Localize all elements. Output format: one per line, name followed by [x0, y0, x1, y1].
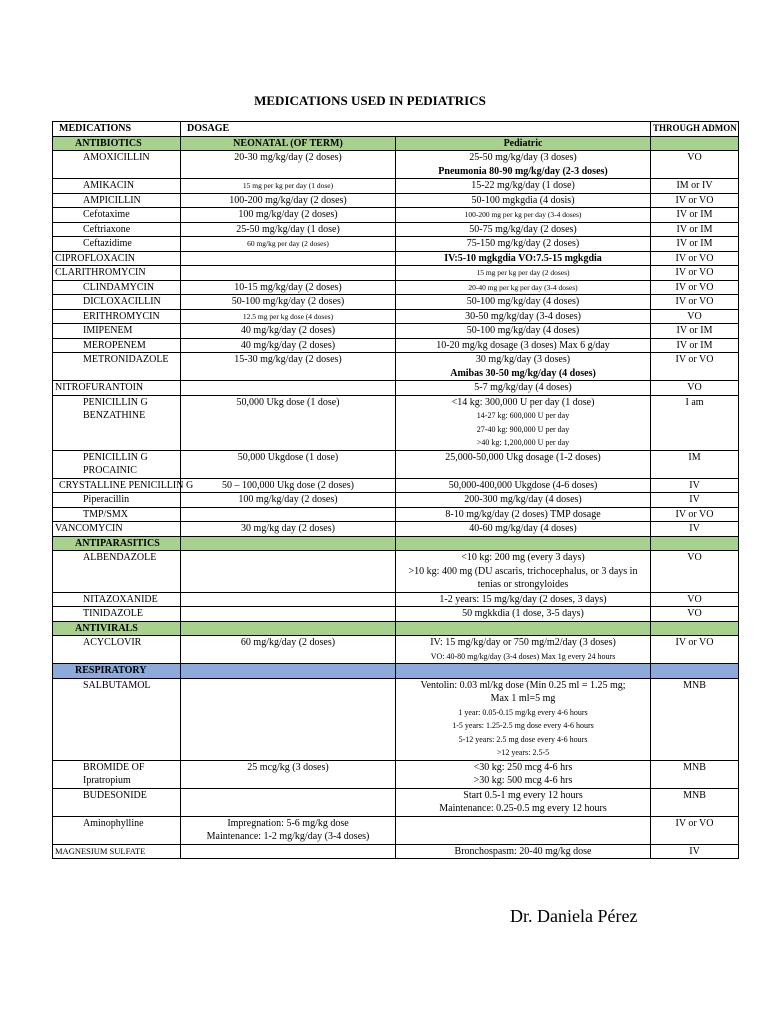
text-line: 50-100 mg/kg/day (4 doses): [466, 296, 580, 307]
neonatal-dose: [181, 551, 396, 593]
neonatal-dose: [181, 193, 396, 208]
text-line: IV: 15 mg/kg/day or 750 mg/m2/day (3 doses): [430, 637, 616, 648]
medication-name: [53, 222, 181, 237]
pediatric-dose: [396, 395, 651, 450]
text-line: 15-22 mg/kg/day (1 dose): [471, 180, 575, 191]
pediatric-dose: [396, 478, 651, 493]
text-line: tenias or strongyloides: [477, 579, 569, 590]
route: [651, 338, 739, 353]
table-row: [53, 478, 739, 493]
pediatric-dose: [396, 381, 651, 396]
table-row: [53, 507, 739, 522]
text-line: IM or IV: [676, 180, 713, 191]
route: [651, 493, 739, 508]
text-line: Ipratropium: [83, 775, 131, 786]
text-line: 1-2 years: 15 mg/kg/day (2 doses, 3 days): [439, 593, 607, 605]
text-line: 25-50 mg/kg/day (1 dose): [236, 223, 340, 235]
text-line: IV or VO: [675, 281, 714, 293]
medication-name: [53, 522, 181, 537]
pediatric-header: Pediatric: [396, 136, 651, 151]
neonatal-dose: [181, 592, 396, 607]
table-row: [53, 151, 739, 179]
table-row: [53, 395, 739, 450]
text-line: <30 kg: 250 mcg 4-6 hrs: [473, 761, 573, 773]
text-line: BUDESONIDE: [83, 789, 147, 801]
text-line: VO: [687, 552, 702, 563]
pediatric-dose: [396, 237, 651, 252]
text-line: Maintenance: 1-2 mg/kg/day (3-4 doses): [206, 831, 370, 842]
route: [651, 478, 739, 493]
text-line: IV: [689, 845, 700, 857]
text-line: IV or IM: [676, 325, 713, 336]
text-line: METRONIDAZOLE: [83, 354, 169, 365]
route: [651, 179, 739, 194]
route: [651, 607, 739, 622]
text-line: 50 mgkkdia (1 dose, 3-5 days): [462, 608, 584, 619]
text-line: MAGNESIUM SULFATE: [55, 845, 146, 856]
text-line: IV or VO: [675, 354, 714, 365]
text-line: BENZATHINE: [83, 410, 146, 421]
text-line: 40-60 mg/kg/day (4 doses): [469, 523, 577, 534]
text-line: 10-15 mg/kg/day (2 doses): [234, 281, 342, 293]
medications-table: [52, 121, 739, 859]
text-line: TINIDAZOLE: [83, 608, 143, 619]
text-line: 30 mg/kg day (2 doses): [241, 523, 335, 534]
text-line: Bronchospasm: 20-40 mg/kg dose: [454, 845, 592, 857]
text-line: 8-10 mg/kg/day (2 doses) TMP dosage: [445, 508, 601, 520]
text-line: >10 kg: 400 mg (DU ascaris, trichocephalus, or 3 days in: [408, 565, 638, 577]
medication-name: [53, 636, 181, 664]
pediatric-dose: [396, 338, 651, 353]
text-line: NITAZOXANIDE: [83, 593, 158, 605]
text-line: VANCOMYCIN: [55, 523, 123, 534]
text-line: Pneumonia 80-90 mg/kg/day (2-3 doses): [438, 165, 608, 177]
neonatal-dose: [181, 222, 396, 237]
medication-name: [53, 381, 181, 396]
table-row: [53, 280, 739, 295]
text-line: <14 kg: 300,000 U per day (1 dose): [451, 396, 595, 408]
text-line: VO: 40-80 mg/kg/day (3-4 doses) Max 1g every 24 hours: [430, 651, 616, 661]
medication-name: [53, 151, 181, 179]
text-line: IV: [689, 494, 700, 505]
pediatric-dose: [396, 353, 651, 381]
route: [651, 208, 739, 223]
table-row: [53, 251, 739, 266]
text-line: IV or VO: [675, 194, 714, 206]
text-line: MNB: [683, 761, 706, 773]
neonatal-dose: [181, 395, 396, 450]
pediatric-dose: [396, 788, 651, 816]
text-line: I am: [685, 396, 704, 408]
medication-name: [53, 478, 194, 493]
text-line: VO: [687, 382, 702, 393]
table-row: [53, 353, 739, 381]
text-line: IV:5-10 mgkgdia VO:7.5-15 mgkgdia: [444, 252, 602, 264]
neonatal-dose: [181, 507, 396, 522]
text-line: VO: [687, 593, 702, 605]
medication-name: [53, 607, 181, 622]
text-line: 20-30 mg/kg/day (2 doses): [234, 152, 342, 163]
text-line: IV: [689, 479, 700, 491]
route: [651, 592, 739, 607]
table-row: [53, 493, 739, 508]
text-line: IV or IM: [676, 223, 713, 235]
table-row: [53, 788, 739, 816]
table-row: [53, 522, 739, 537]
neonatal-dose: [181, 478, 396, 493]
neonatal-dose: [181, 760, 396, 788]
text-line: BROMIDE OF: [83, 761, 145, 773]
pediatric-dose: [396, 816, 651, 844]
pediatric-dose: [396, 280, 651, 295]
table-row: [53, 381, 739, 396]
route: [651, 507, 739, 522]
text-line: PENICILLIN G: [83, 451, 148, 463]
text-line: Aminophylline: [83, 817, 144, 829]
text-line: PROCAINIC: [83, 465, 137, 476]
text-line: VO: [687, 152, 702, 163]
neonatal-dose: [181, 636, 396, 664]
table-row: [53, 816, 739, 844]
medication-name: [53, 395, 181, 450]
text-line: 20-40 mg per kg per day (3-4 doses): [468, 282, 578, 292]
text-line: 50-100 mgkgdia (4 dosis): [471, 194, 575, 206]
text-line: TMP/SMX: [83, 508, 129, 520]
neonatal-dose: [181, 522, 396, 537]
route: [651, 844, 739, 859]
pediatric-dose: [396, 592, 651, 607]
pediatric-dose: [396, 151, 651, 179]
text-line: VO: [687, 310, 702, 322]
text-line: 50 – 100,000 Ukg dose (2 doses): [222, 479, 354, 491]
text-line: IMIPENEM: [83, 325, 133, 336]
pediatric-dose: [396, 507, 651, 522]
text-line: 25-50 mg/kg/day (3 doses): [469, 152, 577, 163]
text-line: Ventolin: 0.03 ml/kg dose (Min 0.25 ml = 1.25 mg;: [420, 679, 626, 691]
medication-name: [53, 592, 181, 607]
table-row: [53, 551, 739, 593]
table-row: [53, 222, 739, 237]
text-line: IV or IM: [676, 209, 713, 220]
table-row: [53, 338, 739, 353]
neonatal-dose: [181, 295, 396, 310]
section-respiratory: [53, 664, 739, 679]
medication-name: [53, 237, 181, 252]
text-line: PENICILLIN G: [83, 396, 148, 408]
text-line: 15 mg per kg per day (1 dose): [242, 181, 334, 190]
header-dosage: DOSAGE: [181, 122, 651, 137]
document-title: MEDICATIONS USED IN PEDIATRICS: [254, 93, 486, 108]
neonatal-dose: [181, 280, 396, 295]
text-line: CIPROFLOXACIN: [55, 252, 136, 264]
route: [651, 237, 739, 252]
table-row: [53, 179, 739, 194]
text-line: 100 mg/kg/day (2 doses): [238, 494, 338, 505]
text-line: IV or IM: [676, 238, 713, 249]
pediatric-dose: [396, 222, 651, 237]
text-line: 30 mg/kg/day (3 doses): [475, 354, 571, 365]
pediatric-dose: [396, 760, 651, 788]
text-line: VO: [687, 608, 702, 619]
table-row: [53, 237, 739, 252]
text-line: CLINDAMYCIN: [83, 281, 155, 293]
route: [651, 760, 739, 788]
pediatric-dose: [396, 450, 651, 478]
text-line: ACYCLOVIR: [83, 637, 142, 648]
text-line: CLARITHROMYCIN: [55, 267, 146, 278]
pediatric-dose: [396, 844, 651, 859]
text-line: 12.5 mg per kg dose (4 doses): [242, 311, 334, 321]
neonatal-dose: [181, 338, 396, 353]
text-line: IV or VO: [675, 252, 714, 264]
route: [651, 251, 739, 266]
text-line: IV: [689, 523, 700, 534]
signature: Dr. Daniela Pérez: [510, 906, 638, 926]
text-line: ALBENDAZOLE: [83, 552, 157, 563]
table-row: [53, 636, 739, 664]
medication-name: [53, 788, 181, 816]
text-line: NITROFURANTOIN: [55, 382, 144, 393]
route: [651, 151, 739, 179]
pediatric-dose: [396, 324, 651, 339]
medication-name: [53, 678, 181, 760]
medication-name: [53, 193, 181, 208]
section-antibiotics: [53, 136, 739, 151]
route: [651, 636, 739, 664]
section-title: RESPIRATORY: [53, 664, 181, 679]
table-row: [53, 324, 739, 339]
header-route: THROUGH ADMON: [651, 122, 739, 137]
neonatal-dose: [181, 816, 396, 844]
neonatal-dose: [181, 788, 396, 816]
text-line: IV or IM: [676, 339, 713, 351]
neonatal-dose: [181, 324, 396, 339]
text-line: >12 years: 2.5-5: [496, 748, 550, 757]
pediatric-dose: [396, 522, 651, 537]
route: [651, 381, 739, 396]
text-line: 1-5 years: 1.25-2.5 mg dose every 4-6 hours: [452, 721, 594, 730]
pediatric-dose: [396, 295, 651, 310]
route: [651, 266, 739, 281]
text-line: Ceftazidime: [83, 238, 132, 249]
text-line: Start 0.5-1 mg every 12 hours: [463, 789, 583, 801]
medication-name: [53, 324, 181, 339]
table-row: [53, 592, 739, 607]
table-row: [53, 844, 739, 859]
text-line: IV or VO: [675, 817, 714, 829]
text-line: IV or VO: [675, 296, 714, 307]
text-line: 60 mg/kg/day (2 doses): [240, 637, 336, 648]
text-line: Ceftriaxone: [83, 223, 131, 235]
text-line: 50,000 Ukgdose (1 dose): [237, 451, 339, 463]
text-line: AMPICILLIN: [83, 194, 141, 206]
table-row: [53, 760, 739, 788]
text-line: MEROPENEM: [83, 339, 146, 351]
medication-name: [53, 251, 181, 266]
text-line: 25,000-50,000 Ukg dosage (1-2 doses): [445, 451, 601, 463]
text-line: 40 mg/kg/day (2 doses): [240, 339, 336, 351]
pediatric-dose: [396, 193, 651, 208]
neonatal-dose: [181, 353, 396, 381]
medication-name: [53, 295, 181, 310]
table-row: [53, 607, 739, 622]
neonatal-dose: [181, 266, 396, 281]
neonatal-dose: [181, 493, 396, 508]
pediatric-dose: [396, 179, 651, 194]
neonatal-dose: [181, 208, 396, 223]
text-line: IM: [688, 451, 701, 463]
neonatal-dose: [181, 381, 396, 396]
text-line: >30 kg: 500 mcg 4-6 hrs: [473, 775, 573, 786]
table-row: [53, 309, 739, 324]
text-line: Maintenance: 0.25-0.5 mg every 12 hours: [439, 803, 607, 814]
text-line: 27-40 kg: 900,000 U per day: [476, 424, 570, 434]
table-row: [53, 193, 739, 208]
medication-name: [53, 450, 181, 478]
text-line: 5-7 mg/kg/day (4 doses): [474, 382, 572, 393]
medication-name: [53, 816, 181, 844]
route: [651, 450, 739, 478]
text-line: 50-75 mg/kg/day (2 doses): [469, 223, 577, 235]
neonatal-dose: [181, 678, 396, 760]
header-medications: MEDICATIONS: [53, 122, 181, 137]
neonatal-dose: [181, 607, 396, 622]
text-line: 15-30 mg/kg/day (2 doses): [234, 354, 342, 365]
medication-name: [53, 208, 181, 223]
route: [651, 353, 739, 381]
pediatric-dose: [396, 493, 651, 508]
medication-name: [53, 266, 181, 281]
medication-name: [53, 280, 181, 295]
neonatal-dose: [181, 309, 396, 324]
text-line: 100 mg/kg/day (2 doses): [238, 209, 338, 220]
route: [651, 522, 739, 537]
text-line: 75-150 mg/kg/day (2 doses): [466, 238, 580, 249]
text-line: Piperacillin: [83, 494, 130, 505]
table-row: [53, 266, 739, 281]
text-line: 50,000-400,000 Ukgdose (4-6 doses): [448, 479, 598, 491]
route: [651, 816, 739, 844]
text-line: Impregnation: 5-6 mg/kg dose: [227, 817, 349, 829]
text-line: 10-20 mg/kg dosage (3 doses) Max 6 g/day: [436, 339, 610, 351]
text-line: Cefotaxime: [83, 209, 130, 220]
text-line: MNB: [683, 789, 706, 801]
text-line: ERITHROMYCIN: [83, 310, 160, 322]
section-antiparasitics: [53, 536, 739, 551]
route: [651, 324, 739, 339]
table-row: [53, 208, 739, 223]
section-title: ANTIBIOTICS: [53, 136, 181, 151]
medication-name: [53, 179, 181, 194]
text-line: IV or VO: [675, 637, 714, 648]
table-header-row: [53, 122, 739, 137]
text-line: AMIKACIN: [83, 180, 135, 191]
route: [651, 280, 739, 295]
neonatal-dose: [181, 844, 396, 859]
text-line: 15 mg per kg per day (2 doses): [476, 268, 570, 277]
text-line: Max 1 ml=5 mg: [490, 693, 556, 704]
table-row: [53, 450, 739, 478]
text-line: 200-300 mg/kg/day (4 doses): [464, 494, 582, 505]
text-line: 50,000 Ukg dose (1 dose): [236, 396, 340, 408]
text-line: 50-100 mg/kg/day (4 doses): [466, 325, 580, 336]
pediatric-dose: [396, 251, 651, 266]
text-line: 30-50 mg/kg/day (3-4 doses): [465, 310, 581, 322]
text-line: Amibas 30-50 mg/kg/day (4 doses): [450, 367, 596, 379]
medication-name: [53, 493, 181, 508]
section-antivirals: [53, 621, 739, 636]
text-line: 5-12 years: 2.5 mg dose every 4-6 hours: [458, 734, 588, 744]
text-line: 100-200 mg/kg/day (2 doses): [229, 194, 347, 206]
neonatal-dose: [181, 450, 396, 478]
text-line: >40 kg: 1,200,000 U per day: [476, 438, 570, 447]
text-line: AMOXICILLIN: [83, 152, 150, 163]
route: [651, 295, 739, 310]
route: [651, 788, 739, 816]
route: [651, 678, 739, 760]
route: [651, 193, 739, 208]
medication-name: [53, 309, 181, 324]
pediatric-dose: [396, 636, 651, 664]
medication-name: [53, 507, 181, 522]
text-line: IV or VO: [675, 508, 714, 520]
text-line: 25 mcg/kg (3 doses): [247, 761, 329, 773]
route: [651, 309, 739, 324]
medication-name: [53, 353, 181, 381]
pediatric-dose: [396, 309, 651, 324]
route: [651, 551, 739, 593]
neonatal-dose: [181, 179, 396, 194]
text-line: <10 kg: 200 mg (every 3 days): [461, 552, 585, 563]
pediatric-dose: [396, 208, 651, 223]
pediatric-dose: [396, 551, 651, 593]
text-line: MNB: [683, 679, 706, 691]
text-line: 60 mg/kg per day (2 doses): [247, 239, 329, 248]
medication-name: [53, 551, 181, 593]
text-line: 1 year: 0.05-0.15 mg/kg every 4-6 hours: [458, 707, 588, 717]
text-line: 100-200 mg per kg per day (3-4 doses): [464, 210, 582, 219]
text-line: 40 mg/kg/day (2 doses): [240, 325, 336, 336]
pediatric-dose: [396, 266, 651, 281]
text-line: CRYSTALLINE PENICILLIN G: [59, 479, 194, 491]
medication-name: [53, 844, 181, 859]
text-line: SALBUTAMOL: [83, 679, 151, 691]
text-line: DICLOXACILLIN: [83, 296, 161, 307]
neonatal-dose: [181, 237, 396, 252]
route: [651, 222, 739, 237]
table-row: [53, 295, 739, 310]
text-line: IV or VO: [675, 267, 714, 278]
neonatal-header: NEONATAL (OF TERM): [181, 136, 396, 151]
neonatal-dose: [181, 251, 396, 266]
pediatric-dose: [396, 678, 651, 760]
route: [651, 395, 739, 450]
pediatric-dose: [396, 607, 651, 622]
text-line: 50-100 mg/kg/day (2 doses): [231, 296, 345, 307]
medication-name: [53, 760, 181, 788]
section-title: ANTIPARASITICS: [53, 536, 181, 551]
table-row: [53, 678, 739, 760]
text-line: 14-27 kg: 600,000 U per day: [476, 411, 570, 420]
neonatal-dose: [181, 151, 396, 179]
medication-name: [53, 338, 181, 353]
section-title: ANTIVIRALS: [53, 621, 181, 636]
